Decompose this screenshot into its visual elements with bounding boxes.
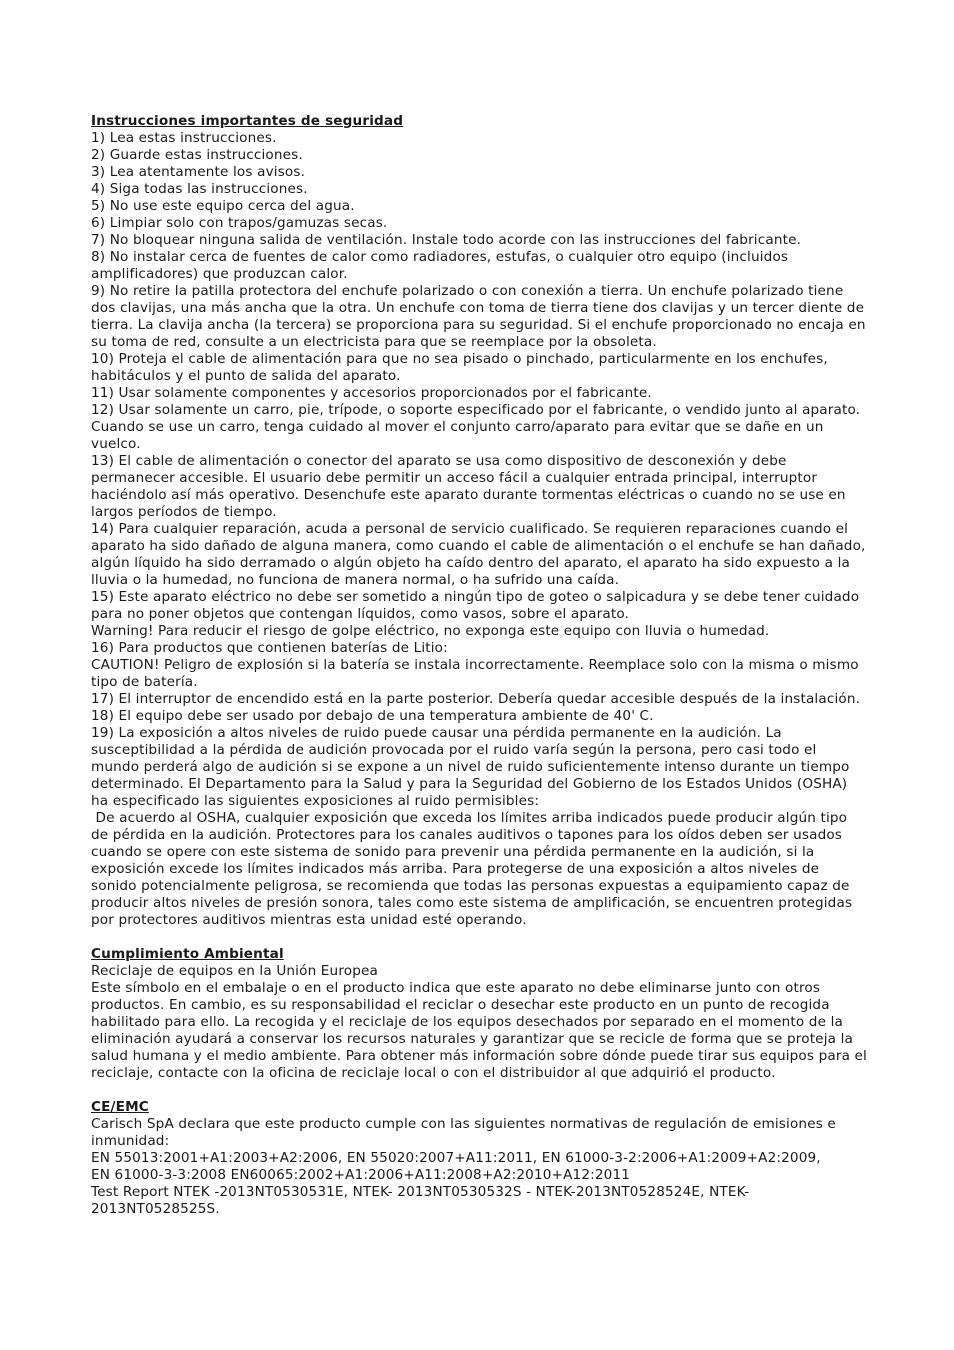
safety-item-5: 5) No use este equipo cerca del agua.: [91, 198, 355, 214]
safety-item-10: 10) Proteja el cable de alimentación para que no sea pisado o pinchado, particularmente en los enchufes, habitáculos y el punto de salida del aparato.: [91, 351, 828, 384]
safety-item-14: 14) Para cualquier reparación, acuda a personal de servicio cualificado. Se requieren reparaciones cuando el aparato ha sido dañado de alguna manera, como cuando el cable de alimentación o el enchufe se han dañado, algún líquido ha sido derramado o algún objeto ha caído dentro del aparato, el aparato ha sido expuesto a la lluvia o la humedad, no funciona de manera normal, o ha sufrido una caída.: [91, 521, 866, 588]
document-page: [91, 113, 867, 1218]
ce-test-report: Test Report NTEK -2013NT0530531E, NTEK- 2013NT0530532S - NTEK-2013NT0528524E, NTEK-2013NT0528525S.: [91, 1184, 750, 1217]
safety-item-13: 13) El cable de alimentación o conector del aparato se usa como dispositivo de desconexión y debe permanecer accesible. El usuario debe permitir un acceso fácil a cualquier entrada principal, interruptor haciéndolo así más operativo. Desenchufe este aparato durante tormentas eléctricas o cuando no se use en largos períodos de tiempo.: [91, 453, 846, 520]
safety-warning: Warning! Para reducir el riesgo de golpe eléctrico, no exponga este equipo con lluvia o humedad.: [91, 623, 770, 639]
safety-item-18: 18) El equipo debe ser usado por debajo de una temperatura ambiente de 40' C.: [91, 708, 654, 724]
environment-body: Este símbolo en el embalaje o en el producto indica que este aparato no debe eliminarse junto con otros productos. En cambio, es su responsabilidad el reciclar o desechar este producto en un punto de recogida habilitado para ello. La recogida y el reciclaje de los equipos desechados por separado en el momento de la eliminación ayudará a conservar los recursos naturales y garantizar que se recicle de forma que se proteja la salud humana y el medio ambiente. Para obtener más información sobre dónde puede tirar sus equipos para el reciclaje, contacte con la oficina de reciclaje local o con el distribuidor al que adquirió el producto.: [91, 980, 867, 1081]
safety-item-2: 2) Guarde estas instrucciones.: [91, 147, 303, 163]
section-spacer: [91, 929, 867, 946]
section-spacer: [91, 1082, 867, 1099]
safety-item-15: 15) Este aparato eléctrico no debe ser sometido a ningún tipo de goteo o salpicadura y se debe tener cuidado para no poner objetos que contengan líquidos, como vasos, sobre el aparato.: [91, 589, 860, 622]
environment-subtitle: Reciclaje de equipos en la Unión Europea: [91, 963, 378, 979]
safety-osha-note: De acuerdo al OSHA, cualquier exposición que exceda los límites arriba indicados puede producir algún tipo de pérdida en la audición. Protectores para los canales auditivos o tapones para los oídos deben ser usados cuando se opere con este sistema de sonido para prevenir una pérdida permanente en la audición, si la exposición excede los límites indicados más arriba. Para protegerse de una exposición a altos niveles de sonido potencialmente peligrosa, se recomienda que todas las personas expuestas a equipamiento capaz de producir altos niveles de presión sonora, tales como este sistema de amplificación, se encuentren protegidas por protectores auditivos mientras esta unidad esté operando.: [91, 810, 857, 928]
safety-heading: Instrucciones importantes de seguridad: [91, 113, 404, 129]
safety-item-9: 9) No retire la patilla protectora del enchufe polarizado o con conexión a tierra. Un enchufe polarizado tiene dos clavijas, una más ancha que la otra. Un enchufe con toma de tierra tiene dos clavijas y un tercer diente de tierra. La clavija ancha (la tercera) se proporciona para su seguridad. Si el enchufe proporcionado no encaja en su toma de red, consulte a un electricista para que se reemplace por la obsoleta.: [91, 283, 866, 350]
ce-standards-2: EN 61000-3-3:2008 EN60065:2002+A1:2006+A11:2008+A2:2010+A12:2011: [91, 1167, 631, 1183]
safety-item-8: 8) No instalar cerca de fuentes de calor como radiadores, estufas, o cualquier otro equipo (incluidos amplificadores) que produzcan calor.: [91, 249, 789, 282]
safety-item-12: 12) Usar solamente un carro, pie, trípode, o soporte especificado por el fabricante, o vendido junto al aparato. Cuando se use un carro, tenga cuidado al mover el conjunto carro/aparato para evitar que se dañe en un vuelco.: [91, 402, 861, 452]
safety-item-16: 16) Para productos que contienen baterías de Litio:: [91, 640, 448, 656]
safety-item-3: 3) Lea atentamente los avisos.: [91, 164, 306, 180]
ce-intro: Carisch SpA declara que este producto cumple con las siguientes normativas de regulación de emisiones e inmunidad:: [91, 1116, 836, 1149]
ce-standards-1: EN 55013:2001+A1:2003+A2:2006, EN 55020:2007+A11:2011, EN 61000-3-2:2006+A1:2009+A2:2009,: [91, 1150, 821, 1166]
safety-item-7: 7) No bloquear ninguna salida de ventilación. Instale todo acorde con las instrucciones del fabricante.: [91, 232, 802, 248]
safety-item-6: 6) Limpiar solo con trapos/gamuzas secas.: [91, 215, 388, 231]
safety-caution: CAUTION! Peligro de explosión si la batería se instala incorrectamente. Reemplace solo con la misma o mismo tipo de batería.: [91, 657, 859, 690]
environment-heading: Cumplimiento Ambiental: [91, 946, 284, 962]
safety-item-11: 11) Usar solamente componentes y accesorios proporcionados por el fabricante.: [91, 385, 652, 401]
safety-item-19: 19) La exposición a altos niveles de ruido puede causar una pérdida permanente en la audición. La susceptibilidad a la pérdida de audición provocada por el ruido varía según la persona, pero casi todo el mundo perderá algo de audición si se expone a un nivel de ruido suficientemente intenso durante un tiempo determinado. El Departamento para la Salud y para la Seguridad del Gobierno de los Estados Unidos (OSHA) ha especificado las siguientes exposiciones al ruido permisibles:: [91, 725, 850, 809]
safety-item-1: 1) Lea estas instrucciones.: [91, 130, 277, 146]
safety-item-17: 17) El interruptor de encendido está en la parte posterior. Debería quedar accesible después de la instalación.: [91, 691, 861, 707]
ce-heading: CE/EMC: [91, 1099, 149, 1115]
safety-item-4: 4) Siga todas las instrucciones.: [91, 181, 308, 197]
